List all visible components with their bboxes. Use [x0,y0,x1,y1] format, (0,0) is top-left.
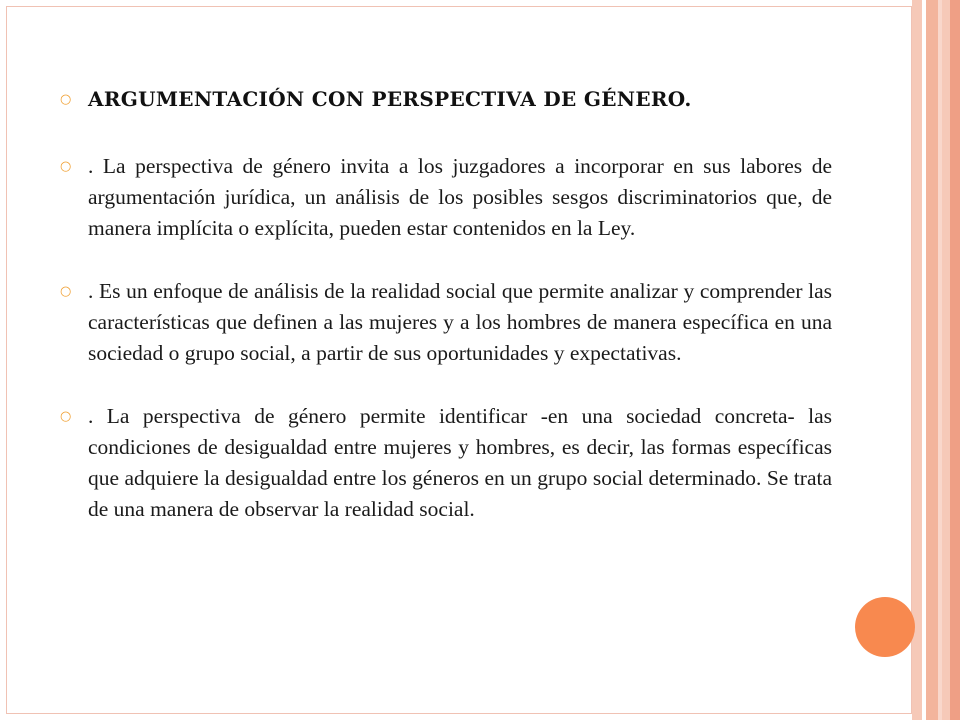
list-item [60,151,832,244]
slide-heading: ARGUMENTACIÓN CON PERSPECTIVA DE GÉNERO. [88,87,692,111]
bullet-icon: ○ [60,159,72,174]
stripe [950,0,960,720]
stripe [926,0,938,720]
stripe [912,0,922,720]
paragraph-2: . Es un enfoque de análisis de la realidad social que permite analizar y comprender las características que definen a las mujeres y a los hombres de manera específica en una sociedad o grupo social, a partir de sus oportunidades y expectativas. [88,279,832,365]
paragraph-1: . La perspectiva de género invita a los juzgadores a incorporar en sus labores de argumentación jurídica, un análisis de los posibles sesgos discriminatorios que, de manera implícita o explícita, pueden estar contenidos en la Ley. [88,154,832,240]
heading-row [60,84,832,151]
stripe [942,0,950,720]
orange-circle-decoration [855,597,915,657]
bullet-icon: ○ [60,92,72,107]
bullet-icon: ○ [60,409,72,424]
list-item [60,276,832,369]
slide-content [60,84,832,557]
list-item [60,401,832,525]
decorative-stripes [912,0,960,720]
paragraph-3: . La perspectiva de género permite identificar -en una sociedad concreta- las condiciones de desigualdad entre mujeres y hombres, es decir, las formas específicas que adquiere la desigualdad entre los géneros en un grupo social determinado. Se trata de una manera de observar la realidad social. [88,404,832,521]
bullet-icon: ○ [60,284,72,299]
